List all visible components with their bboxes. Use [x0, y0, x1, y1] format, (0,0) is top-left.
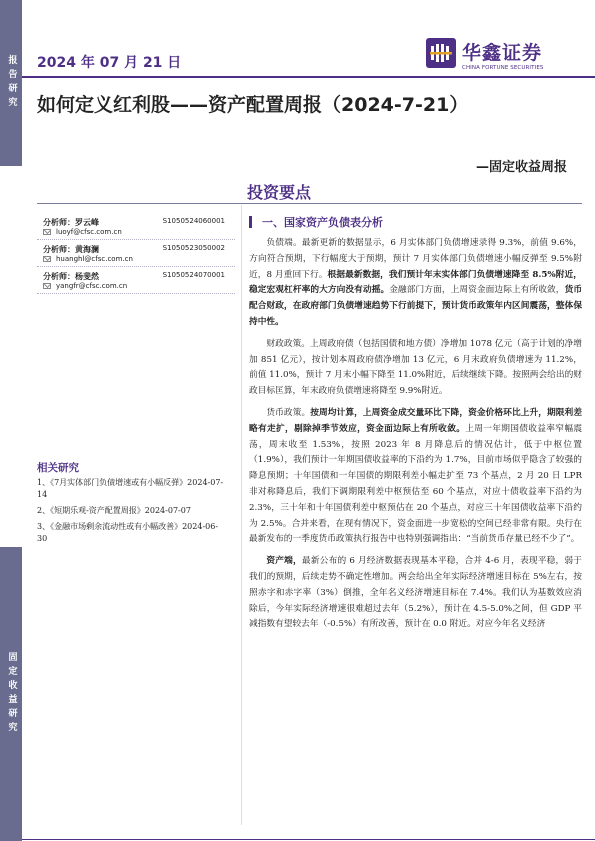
related-research-list: [37, 477, 227, 549]
logo-chinese-name: 华鑫证券: [462, 42, 543, 64]
report-date: 2024 年 07 月 21 日: [37, 55, 182, 71]
text-run: 金融部门方面，上周资金面边际上有所收敛，: [389, 285, 565, 296]
section-heading: [249, 214, 383, 230]
footer-rule: [22, 839, 595, 840]
text-run: 负债端。最新更新的数据显示，6 月实体部门负债增速录得 9.3%，前值 9.6%，方向符合预期，下行幅度大于预期，预计 7 月实体部门负债增速小幅反弹至 9.5%附近，8 月重回下行。: [249, 238, 582, 280]
bold-run: 根据最新数据，我们预计年末实体部门负债增速降至 8.5%附近，稳定宏观杠杆率的大方向没有动摇。: [249, 269, 582, 296]
section-rule: [37, 203, 582, 204]
related-research-item[interactable]: 1、《7月实体部门负债增速或有小幅反弹》2024-07-14: [37, 478, 224, 499]
bold-run: 货币配合财政，在政府部门负债增速趋势下行前提下，预计货币政策年内区间震荡，整体保持中性。: [249, 285, 583, 327]
section-heading-text: 一、国家资产负债表分析: [262, 216, 383, 229]
logo-english-name: CHINA FORTUNE SECURITIES: [462, 65, 544, 71]
analyst-email[interactable]: yangfr@cfsc.com.cn: [56, 282, 128, 290]
mail-icon: [43, 283, 51, 289]
analyst-email[interactable]: huanghl@cfsc.com.cn: [56, 255, 133, 263]
mail-icon: [43, 256, 51, 262]
paragraph-assets: [249, 554, 582, 633]
analyst-item: [37, 241, 235, 267]
analyst-item: [37, 268, 235, 294]
paragraph-monetary-policy: [249, 406, 582, 548]
analyst-cert-number: S1050523050002: [162, 244, 225, 252]
bold-run: 按周均计算，上周资金成交量环比下降，资金价格环比上升，期限利差略有走扩，剔除掉季节效应，资金面边际上有所收敛。: [249, 407, 583, 434]
mail-icon: [43, 229, 51, 235]
analyst-item: [37, 214, 235, 240]
side-label-category-text: 固定收益研究: [6, 652, 17, 736]
header-rule: [22, 76, 595, 78]
analyst-cert-number: S1050524070001: [162, 271, 225, 279]
column-divider: [241, 205, 242, 825]
side-label-category: [0, 547, 22, 841]
related-research-item[interactable]: 3、《金融市场剩余流动性或有小幅改善》2024-06-30: [37, 522, 219, 543]
paragraph-liabilities: [249, 236, 582, 331]
analyst-name: 分析师：黄海澜: [43, 244, 99, 254]
company-logo: [426, 36, 586, 76]
investment-highlights-heading: 投资要点: [247, 183, 312, 202]
text-run: 最新公布的 6 月经济数据表现基本平稳，合并 4-6 月，表现平稳，弱于我们的预期，后续走势不确定性增加。两会给出全年实际经济增速目标在 5%左右，按照赤字和赤字率（3%）倒推，全年名义经济增速目标在 7.4%。我们认为基数效应消除后，今年实际经济增速很难超过去年（5.2%），预计在 4.5-5.0%之间，但 GDP 平减指数有望较去年（-0.5%）有所改善，预计在 0.0 附近。对应今年名义经济: [249, 556, 582, 630]
report-subtitle: —固定收益周报: [475, 160, 567, 175]
paragraph-fiscal-policy: 财政政策。上周政府债（包括国债和地方债）净增加 1078 亿元（高于计划的净增加 851 亿元），按计划本周政府债净增加 13 亿元，6 月末政府负债增速为 11.2%，前值 11.0%，预计 7 月末小幅下降至 11.0%附近，后续继续下降。按照两会给出的财政目标匡算，年末政府负债增速将降至 9.9%附近。: [249, 338, 582, 397]
text-run: 货币政策。: [266, 407, 311, 418]
analyst-name: 分析师：杨斐然: [43, 271, 99, 281]
report-body: [249, 236, 582, 639]
related-research-item[interactable]: 2、《短期乐观-资产配置周报》2024-07-07: [37, 506, 191, 515]
text-run: 上周一年期国债收益率窄幅震荡，周末收至 1.53%，按照 2023 年 8 月降息后的情况估计，低于中枢位置（1.9%），我们预计一年期国债收益率的下沿约为 1.7%，目前市场似乎隐含了较强的降息预期；十年国债和一年国债的期限利差小幅走扩至 73 个基点，2 月 20 日 LPR 非对称降息后，我们下调期限利差中枢预估至 60 个基点，对应十债收益率下沿约为 2.3%，三十年和十年国债利差中枢预估在 20 个基点，对应三十年国债收益率下沿约为 2.5%。合并来看，在现有情况下，资金面进一步宽松的空间已经非常有限。央行在最新发布的一季度货币政策执行报告中也特别强调指出：“当前货币存量已经不少了”。: [249, 423, 583, 545]
analyst-email[interactable]: luoyf@cfsc.com.cn: [56, 228, 122, 236]
analyst-name: 分析师：罗云峰: [43, 217, 99, 227]
report-title: 如何定义红利股——资产配置周报（2024-7-21）: [37, 94, 469, 116]
side-label-report-text: 报告研究: [6, 55, 17, 111]
side-label-report: [0, 0, 22, 166]
bold-run: 资产端，: [266, 556, 302, 567]
heading-marker: [249, 216, 252, 228]
logo-mark-icon: [426, 38, 456, 68]
analyst-list: [37, 214, 235, 295]
related-research-heading: 相关研究: [37, 462, 79, 474]
analyst-cert-number: S1050524060001: [162, 217, 225, 225]
